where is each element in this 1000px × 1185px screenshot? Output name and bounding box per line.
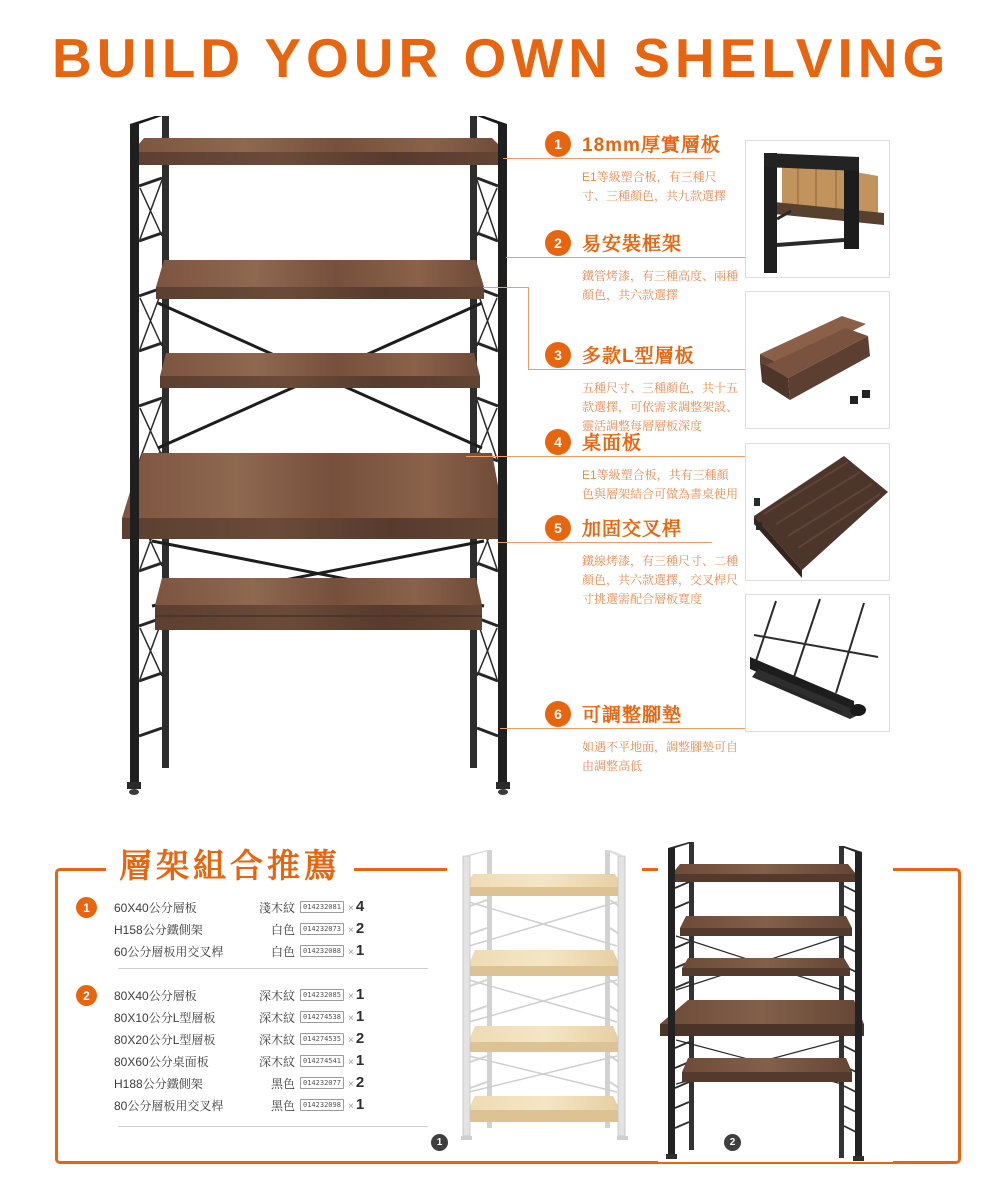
part-qty: × 1	[348, 942, 365, 959]
iron-frame-corner-photo	[746, 141, 889, 277]
callout-6-title: 可調整腳墊	[582, 705, 683, 726]
desk-panel-board-photo	[746, 444, 889, 580]
page-title: BUILD YOUR OWN SHELVING	[52, 27, 951, 89]
callout-3-desc: 五種尺寸、三種顏色，共十五款選擇，可依需求調整架設、靈活調整每層層板深度	[582, 381, 739, 434]
part-code: 014232098	[300, 1099, 344, 1111]
part-color: 深木紋	[258, 1010, 295, 1025]
callout-4-title: 桌面板	[582, 433, 643, 454]
times-symbol: ×	[348, 925, 354, 936]
table-row	[114, 1006, 434, 1028]
part-qty: × 1	[348, 986, 365, 1003]
combo-product-2-label: 2	[724, 1134, 741, 1151]
part-color: 深木紋	[258, 1054, 295, 1069]
callout-3-badge: 3	[545, 342, 571, 368]
times-symbol: ×	[348, 1101, 354, 1112]
times-symbol: ×	[348, 903, 354, 914]
callout-5-desc: 鐵線烤漆，有三種尺寸、二種顏色，共六款選擇，交叉桿尺寸挑選需配合層板寬度	[582, 554, 739, 607]
part-code: 014232081	[300, 901, 344, 913]
part-code: 014274535	[300, 1033, 344, 1045]
leader-line-3b	[528, 287, 529, 370]
callout-desk-panel	[545, 428, 745, 504]
detail-box-l-shelf	[745, 291, 890, 429]
callout-cross-bar	[545, 514, 745, 610]
l-shape-shelf-board-photo	[746, 292, 889, 428]
combo-product-2	[658, 840, 893, 1162]
callout-2-title: 易安裝框架	[582, 234, 683, 255]
times-symbol: ×	[348, 1035, 354, 1046]
detail-box-desk-panel	[745, 443, 890, 581]
group-divider	[118, 1126, 428, 1127]
callout-easy-frame	[545, 229, 745, 305]
part-color: 白色	[270, 922, 295, 937]
callout-1-desc: E1等級塑合板，有三種尺寸、三種顏色，共九款選擇	[582, 170, 727, 204]
table-row	[114, 940, 434, 962]
part-name: 80公分層板用交叉桿	[114, 1098, 224, 1113]
table-row	[114, 918, 434, 940]
times-symbol: ×	[348, 1079, 354, 1090]
part-color: 黑色	[270, 1098, 295, 1113]
part-qty: × 2	[348, 1030, 365, 1047]
callout-2-badge: 2	[545, 230, 571, 256]
part-qty: × 1	[348, 1096, 365, 1113]
callout-5-title: 加固交叉桿	[582, 519, 683, 540]
callout-4-desc: E1等級塑合板，共有三種顏色與層架結合可做為書桌使用	[582, 468, 739, 502]
part-qty: × 2	[348, 1074, 365, 1091]
part-color: 白色	[270, 944, 295, 959]
table-row	[114, 1094, 434, 1116]
callout-5-badge: 5	[545, 515, 571, 541]
table-row	[114, 896, 434, 918]
times-symbol: ×	[348, 991, 354, 1002]
detail-box-frame-corner	[745, 140, 890, 278]
part-qty: × 2	[348, 920, 365, 937]
combo-product-1-render	[447, 846, 642, 1144]
part-name: 80X40公分層板	[114, 988, 197, 1003]
part-name: H188公分鐵側架	[114, 1076, 203, 1091]
times-symbol: ×	[348, 947, 354, 958]
part-qty: × 4	[348, 898, 365, 915]
combo-product-1-label: 1	[431, 1134, 448, 1151]
table-row	[114, 984, 434, 1006]
part-code: 014232085	[300, 989, 344, 1001]
part-color: 淺木紋	[258, 900, 295, 915]
table-row	[114, 1072, 434, 1094]
part-name: 60X40公分層板	[114, 900, 197, 915]
combo-product-1	[447, 846, 642, 1144]
table-row	[114, 1050, 434, 1072]
callout-4-badge: 4	[545, 429, 571, 455]
group-divider	[118, 968, 428, 969]
callout-6-desc: 如遇不平地面，調整腳墊可自由調整高低	[582, 740, 739, 774]
part-name: 80X20公分L型層板	[114, 1032, 216, 1047]
combo-group-2-list	[114, 984, 434, 1116]
part-code: 014274541	[300, 1055, 344, 1067]
part-code: 014232088	[300, 945, 344, 957]
main-shelf-render	[100, 108, 520, 803]
part-color: 黑色	[270, 1076, 295, 1091]
part-qty: × 1	[348, 1008, 365, 1025]
detail-box-crossbar-frame	[745, 594, 890, 732]
table-row	[114, 1028, 434, 1050]
combo-group-1-list	[114, 896, 434, 962]
combo-product-2-render	[658, 840, 893, 1162]
part-name: H158公分鐵側架	[114, 922, 203, 937]
part-name: 80X60公分桌面板	[114, 1054, 209, 1069]
callout-adjustable-foot	[545, 700, 745, 776]
combo-group-1-badge: 1	[76, 897, 97, 918]
callout-1-badge: 1	[545, 131, 571, 157]
cross-bar-frame-photo	[746, 595, 889, 731]
combo-group-2-badge: 2	[76, 985, 97, 1006]
leader-line-3a	[483, 287, 529, 288]
part-name: 60公分層板用交叉桿	[114, 944, 224, 959]
callout-1-title: 18mm厚實層板	[582, 135, 721, 156]
part-color: 深木紋	[258, 1032, 295, 1047]
part-color: 深木紋	[258, 988, 295, 1003]
part-code: 014274538	[300, 1011, 344, 1023]
times-symbol: ×	[348, 1013, 354, 1024]
times-symbol: ×	[348, 1057, 354, 1068]
part-name: 80X10公分L型層板	[114, 1010, 216, 1025]
callout-l-shelf	[545, 341, 745, 437]
callout-3-title: 多款L型層板	[582, 346, 695, 367]
combo-section-title: 層架組合推薦	[106, 842, 354, 890]
callout-thick-shelf	[545, 130, 745, 206]
part-code: 014232073	[300, 923, 344, 935]
part-code: 014232077	[300, 1077, 344, 1089]
part-qty: × 1	[348, 1052, 365, 1069]
callout-6-badge: 6	[545, 701, 571, 727]
callout-2-desc: 鐵管烤漆，有三種高度、兩種顏色，共六款選擇	[582, 269, 739, 303]
